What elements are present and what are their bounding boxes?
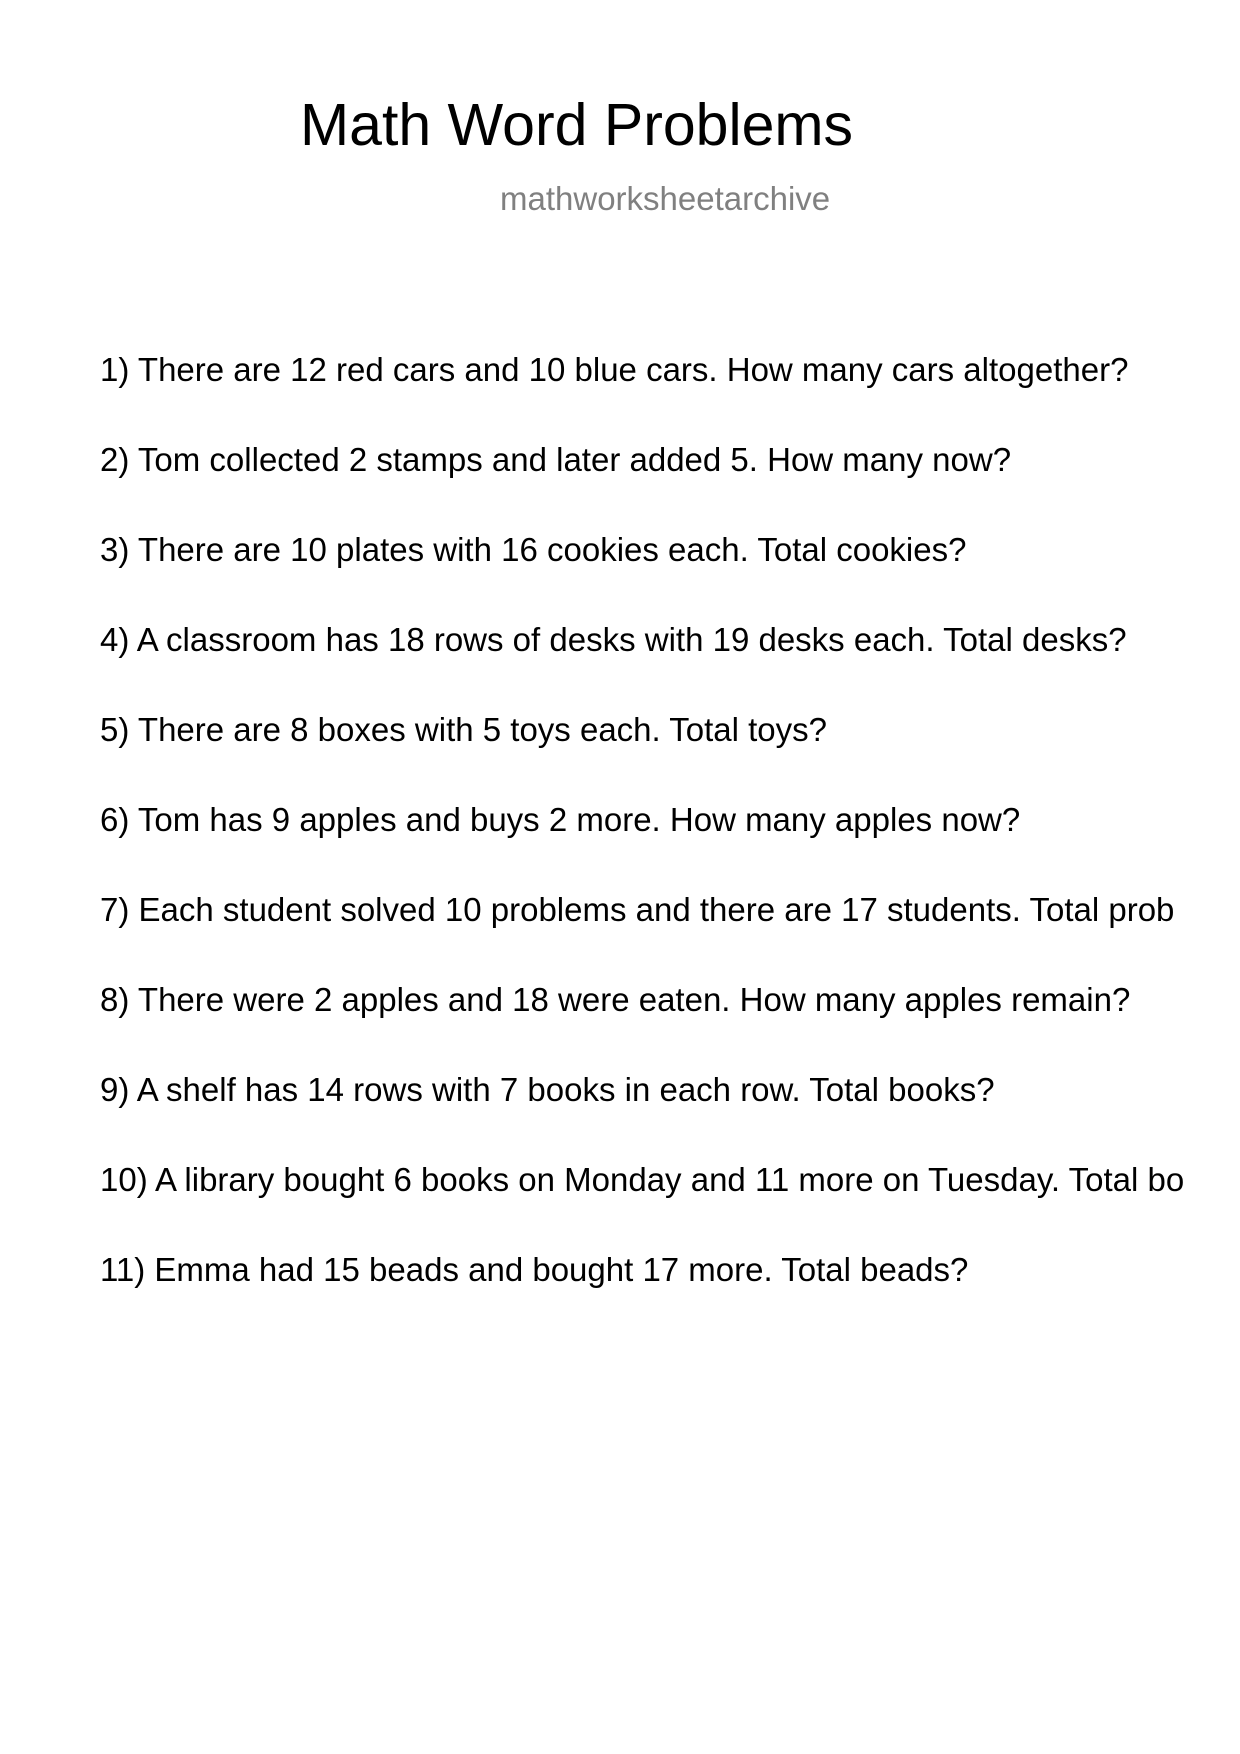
page-title: Math Word Problems [300, 92, 854, 158]
problem-item: 10) A library bought 6 books on Monday and 11 more on Tuesday. Total bo [100, 1161, 1185, 1198]
problem-list [100, 350, 1240, 1340]
problem-item: 8) There were 2 apples and 18 were eaten. How many apples remain? [100, 981, 1131, 1018]
problem-item: 9) A shelf has 14 rows with 7 books in each row. Total books? [100, 1071, 995, 1108]
problem-item: 1) There are 12 red cars and 10 blue cars. How many cars altogether? [100, 351, 1129, 388]
problem-item: 7) Each student solved 10 problems and there are 17 students. Total prob [100, 891, 1175, 928]
problem-item: 4) A classroom has 18 rows of desks with 19 desks each. Total desks? [100, 621, 1127, 658]
problem-item: 5) There are 8 boxes with 5 toys each. Total toys? [100, 711, 828, 748]
problem-item: 11) Emma had 15 beads and bought 17 more. Total beads? [100, 1251, 969, 1288]
problem-item: 3) There are 10 plates with 16 cookies each. Total cookies? [100, 531, 967, 568]
problem-item: 6) Tom has 9 apples and buys 2 more. How many apples now? [100, 801, 1021, 838]
problem-item: 2) Tom collected 2 stamps and later added 5. How many now? [100, 441, 1012, 478]
source-subtitle: mathworksheetarchive [500, 180, 831, 217]
